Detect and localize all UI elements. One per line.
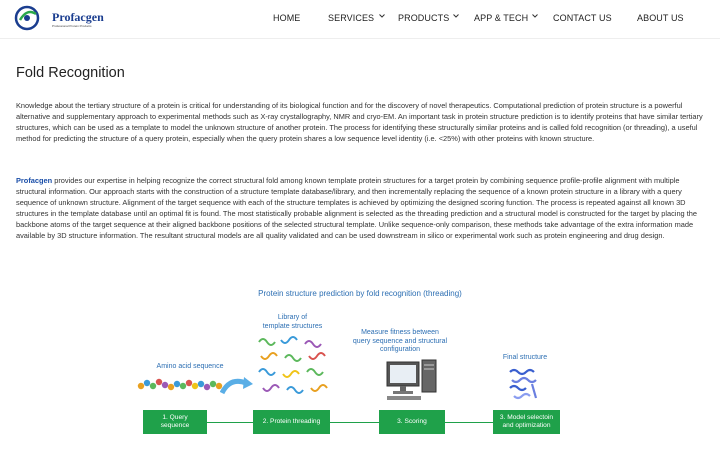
step-scoring: 3. Scoring [379,410,445,434]
site-logo[interactable] [14,4,104,32]
library-label: Library of template structures [262,314,323,330]
amino-acid-chain-icon [137,374,227,394]
template-library-icon [255,334,335,402]
amino-acid-label: Amino acid sequence [156,363,224,370]
logo-tagline: Professional Protein Products [52,24,92,28]
step-query-sequence: 1. Query sequence [143,410,207,434]
nav-products[interactable]: PRODUCTS [398,13,450,23]
page-title: Fold Recognition [16,65,125,81]
logo-name: Profacgen [52,10,104,24]
measure-fitness-label: Measure fitness between query sequence and structural configuration [352,329,448,353]
service-paragraph-text: provides our expertise in helping recognize the correct structural fold among known template protein structures for a target protein by combining sequence profile-profile alignment with multiple structural information. Our approach starts with the construction of a structure template database/library, and then incrementally replacing the sequence of a known protein structure in a library with a query sequence of unknown structure. Alignment of the target sequence with each of the structure templates is achieved by optimizing the designed scoring function. The process is repeated against all known 3D structures in the template database until an optimal fit is found. The most statistically probable alignment is selected as the threading prediction and a structural model is constructed for the target by placing the backbone atoms of the target sequence at their aligned backbone positions of the selected structural template. Unlike sequence-only comparison, these methods take advantage of the extra information made available by 3D structure information. The resultant structural models are all quality validated and can be used downstream in silico or experimental work such as protein engineering and drug design. [16,176,697,241]
figure-title: Protein structure prediction by fold recognition (threading) [258,289,462,298]
brand-mention: Profacgen [16,176,53,185]
step-connector [329,422,380,423]
chevron-down-icon[interactable] [378,12,386,20]
logo-mark-icon [14,4,48,32]
service-paragraph [16,175,706,242]
site-header [0,0,720,38]
chevron-down-icon[interactable] [531,12,539,20]
header-divider [0,38,720,39]
nav-app-tech[interactable]: APP & TECH [474,13,529,23]
computer-icon [385,358,440,402]
nav-services[interactable]: SERVICES [328,13,375,23]
step-model-selection: 3. Model selectoin and optimization [493,410,560,434]
intro-paragraph: Knowledge about the tertiary structure of a protein is critical for understanding of its biological function and for the discovery of novel therapeutics. Computational prediction of protein structure is a powerful alternative and supplementary approach to experimental methods such as X-ray crystallography, NMR and cryo-EM. An important task in protein structure prediction is to identify proteins that have similar tertiary structures, which can be used as a template to model the unknown structure of another protein. The process for identifying these structurally similar proteins and is called fold recognition (or threading), a useful method for predicting the structure of a query protein, especially when the query protein shares a low sequence level identity (i.e. <25%) with other proteins with known structure. [16,101,703,144]
step-connector [206,422,254,423]
nav-home[interactable]: HOME [273,13,301,23]
step-connector [444,422,494,423]
step-protein-threading: 2. Protein threading [253,410,330,434]
chevron-down-icon[interactable] [452,12,460,20]
nav-contact-us[interactable]: CONTACT US [553,13,612,23]
protein-structure-icon [506,366,540,402]
nav-about-us[interactable]: ABOUT US [637,13,684,23]
final-structure-label: Final structure [502,354,548,361]
curved-arrow-icon [220,375,254,397]
